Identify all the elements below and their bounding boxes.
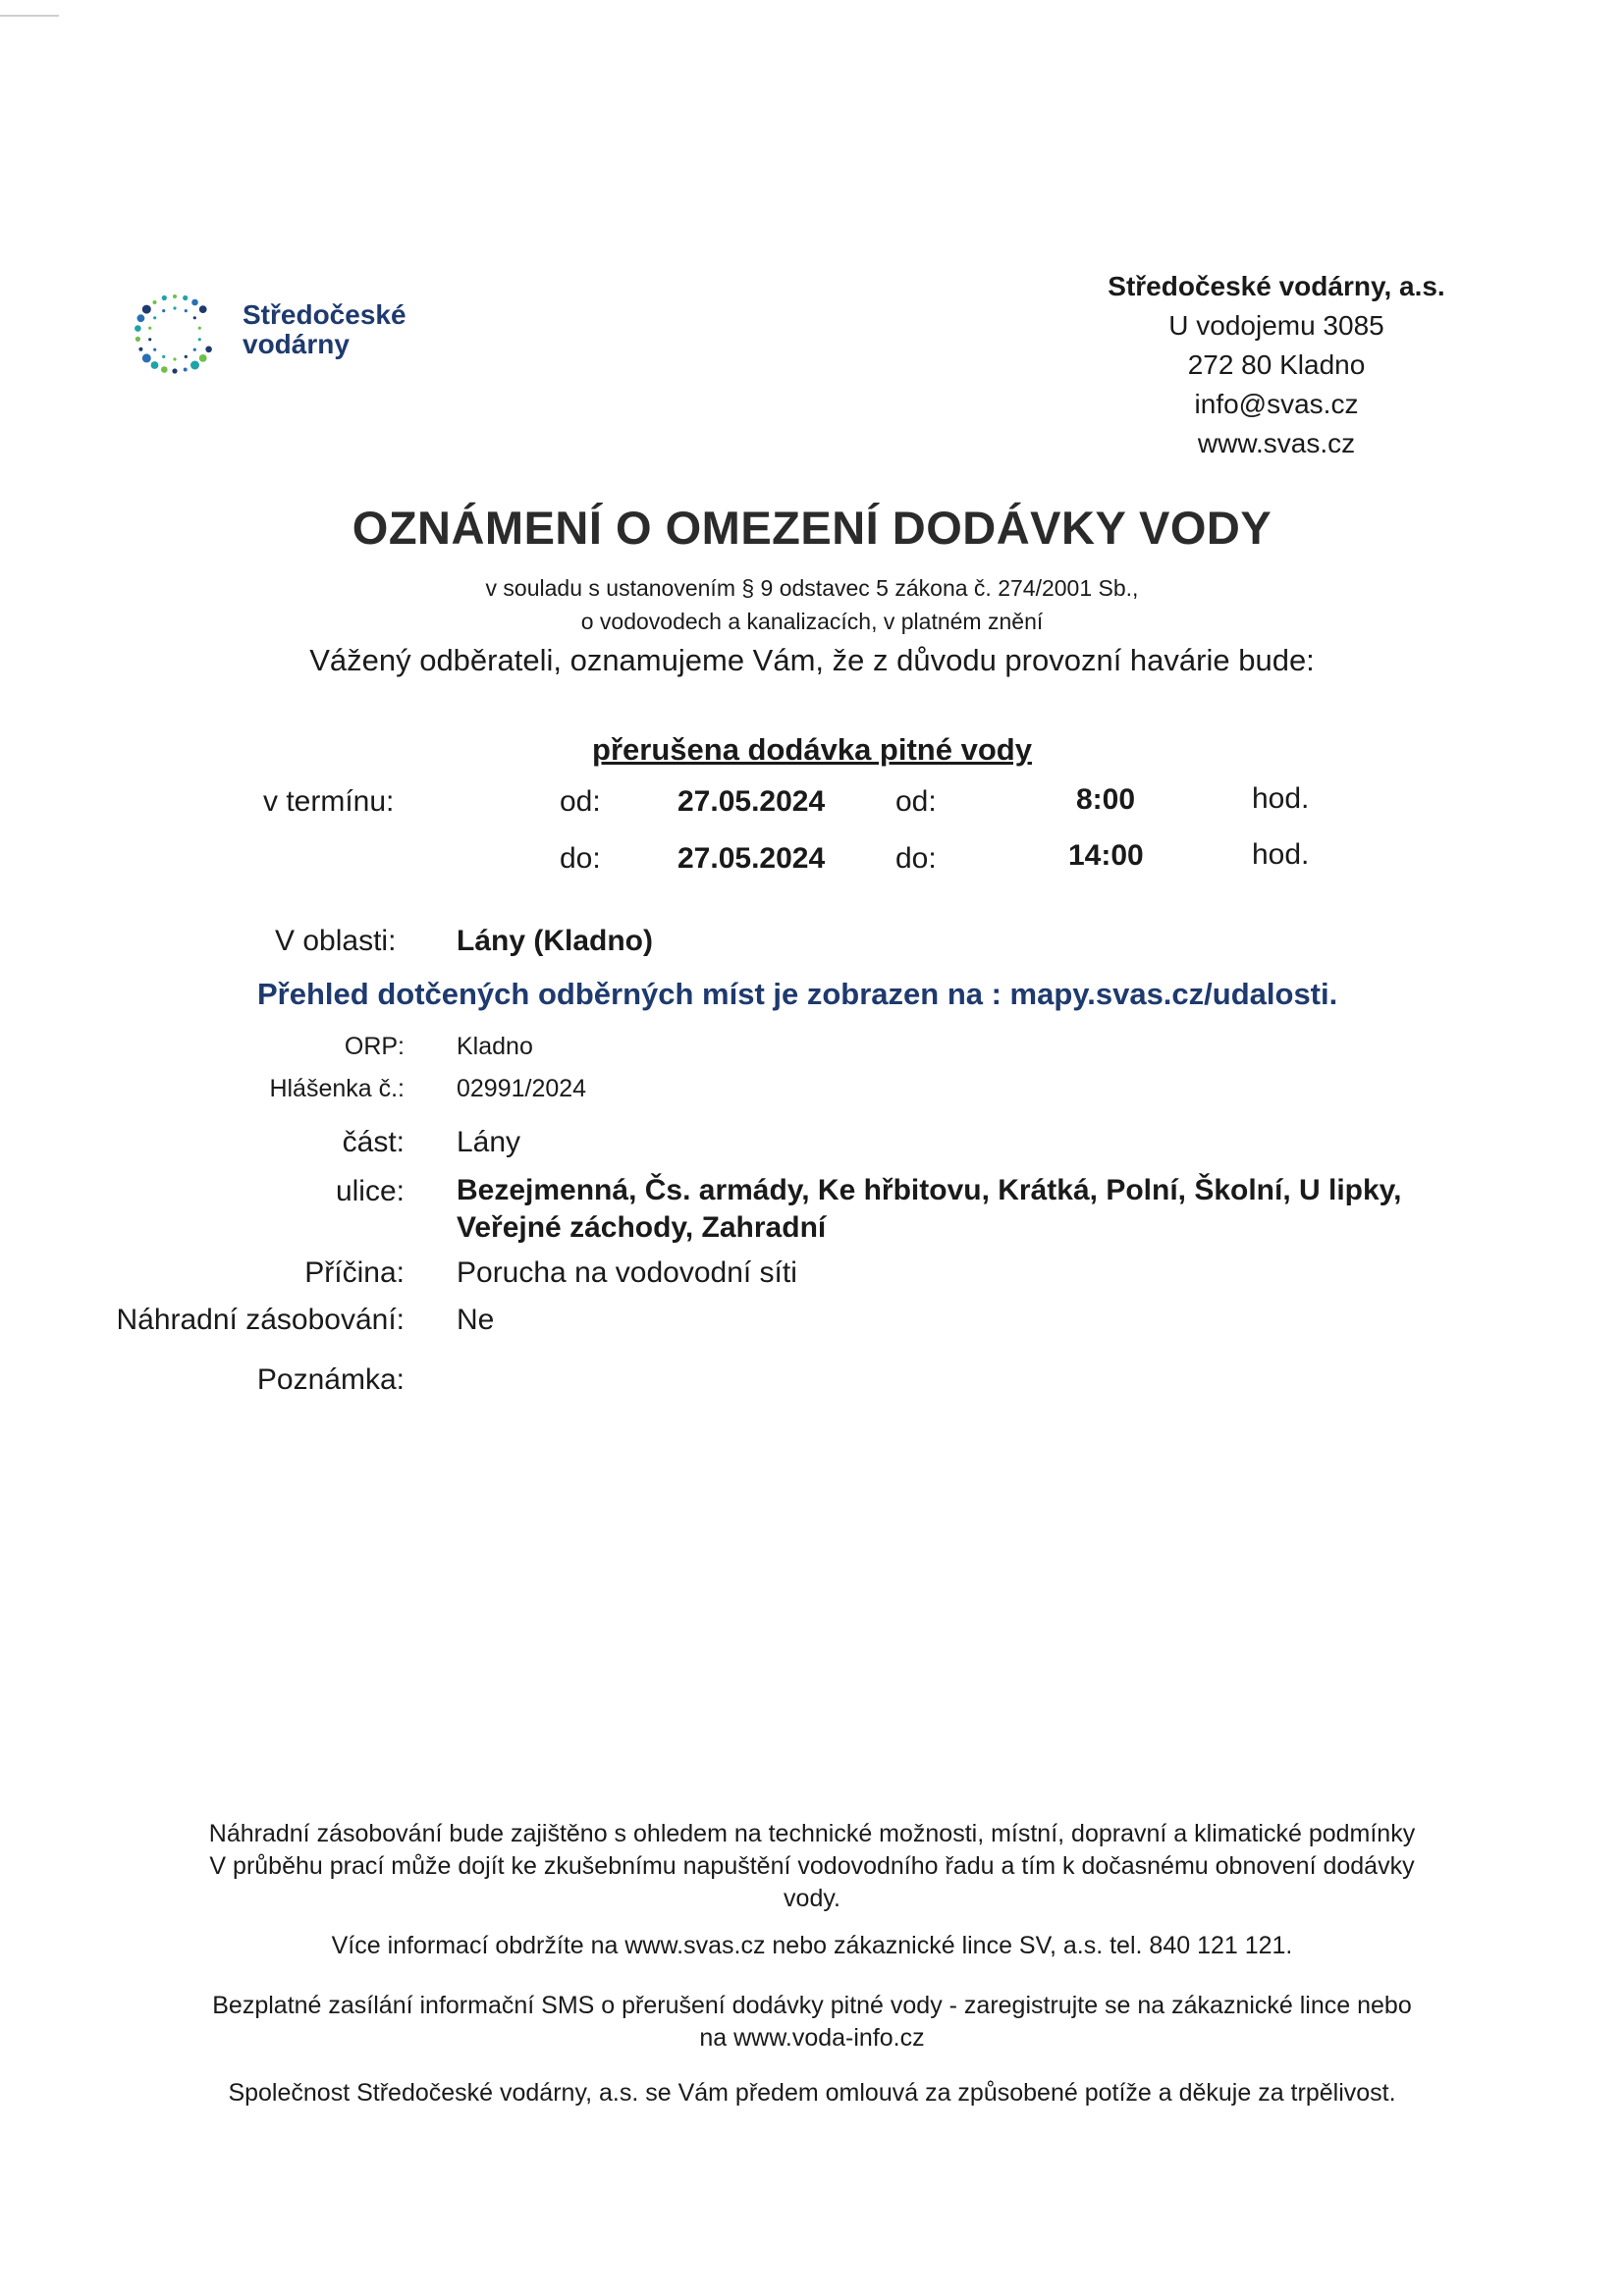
logo-line-2: vodárny [243, 329, 350, 359]
streets-line-2: Veřejné záchody, Zahradní [457, 1211, 827, 1244]
term-to-unit: hod. [1252, 838, 1310, 871]
logo-dot [185, 309, 188, 312]
supply-label: Náhradní zásobování: [116, 1304, 405, 1336]
logo-dot [135, 325, 141, 332]
logo-dot [142, 353, 151, 362]
footer-p3-line-2: na www.voda-info.cz [699, 2024, 925, 2052]
logo-dot [173, 294, 177, 298]
logo-dot [153, 348, 156, 351]
company-city: 272 80 Kladno [1187, 349, 1366, 380]
logo-dot [148, 327, 151, 330]
logo-dot [142, 305, 151, 314]
footer-p1-line-1: Náhradní zásobování bude zajištěno s ohledem na technické možnosti, místní, dopravní a klimatické podmínky [208, 1820, 1416, 1847]
logo-dot [205, 347, 212, 353]
logo-dot [173, 306, 176, 309]
logo-dot [198, 327, 201, 330]
term-from-date: 27.05.2024 [677, 785, 826, 818]
logo-dot [173, 357, 176, 360]
logo-dot [172, 368, 177, 373]
streets-value [457, 1172, 1401, 1247]
intro-text: Vážený odběrateli, oznamujeme Vám, že z důvodu provozní havárie bude: [309, 643, 1315, 677]
logo-dot [137, 314, 145, 322]
term-label: v termínu: [263, 785, 395, 818]
note-label: Poznámka: [256, 1363, 405, 1396]
logo-dot [162, 355, 165, 358]
part-value: Lány [457, 1126, 521, 1158]
orp-value: Kladno [457, 1033, 533, 1060]
cause-value: Porucha na vodovodní síti [457, 1256, 797, 1289]
map-link-text: Přehled dotčených odběrných míst je zobrazen na : mapy.svas.cz/udalosti. [257, 977, 1338, 1011]
logo-dot [135, 337, 140, 342]
company-name: Středočeské vodárny, a.s. [1108, 271, 1445, 301]
part-label: část: [342, 1126, 405, 1158]
footer-paragraph-4: Společnost Středočeské vodárny, a.s. se Vám předem omlouvá za způsobené potíže a děkuje za trpělivost. [228, 2079, 1396, 2107]
logo-dot [185, 355, 188, 358]
orp-label: ORP: [344, 1033, 405, 1060]
report-label: Hlášenka č.: [269, 1075, 405, 1102]
streets-line-1: Bezejmenná, Čs. armády, Ke hřbitovu, Krátká, Polní, Školní, U lipky, [457, 1174, 1402, 1206]
scan-top-line [0, 15, 59, 17]
legal-note [0, 571, 1624, 638]
logo-text [243, 300, 406, 359]
logo-dot [183, 295, 188, 300]
logo-dot [199, 305, 207, 313]
interruption-heading: přerušena dodávka pitné vody [592, 732, 1032, 767]
report-value: 02991/2024 [457, 1075, 587, 1102]
page-title: OZNÁMENÍ O OMEZENÍ DODÁVKY VODY [352, 502, 1272, 554]
footer-p1-line-3: vody. [784, 1885, 840, 1912]
logo-dot [148, 338, 151, 341]
cause-label: Příčina: [304, 1256, 405, 1289]
legal-line-1: v souladu s ustanovením § 9 odstavec 5 zákona č. 274/2001 Sb., [485, 575, 1139, 601]
logo-dot [162, 295, 167, 300]
logo-dot [138, 347, 142, 351]
term-to-date: 27.05.2024 [677, 842, 826, 875]
term-from-unit: hod. [1252, 782, 1310, 815]
logo-dot [199, 354, 207, 362]
footer-paragraph-3 [98, 1990, 1526, 2055]
supply-value: Ne [457, 1304, 495, 1336]
company-street: U vodojemu 3085 [1168, 310, 1384, 341]
term-from-label: od: [560, 785, 601, 818]
footer-paragraph-2: Více informací obdržíte na www.svas.cz nebo zákaznické lince SV, a.s. tel. 840 121 121. [331, 1932, 1293, 1959]
logo-dot [193, 348, 196, 351]
streets-label: ulice: [335, 1175, 405, 1207]
term-from-time: 8:00 [1076, 783, 1136, 816]
term-from-time-label: od: [895, 785, 937, 818]
company-email: info@svas.cz [1194, 389, 1359, 419]
logo-dot [162, 309, 165, 312]
term-to-time-label: do: [895, 842, 937, 875]
logo-dot [190, 361, 199, 370]
area-label: V oblasti: [275, 925, 397, 957]
footer-paragraph-1 [98, 1818, 1526, 1915]
logo-dot [161, 366, 168, 373]
logo-dot [151, 361, 159, 369]
term-to-label: do: [560, 842, 601, 875]
footer-p3-line-1: Bezplatné zasílání informační SMS o přerušení dodávky pitné vody - zaregistrujte se na zákaznické lince nebo [212, 1992, 1412, 2019]
logo-dot [198, 338, 201, 341]
logo-dot [153, 300, 157, 304]
company-web: www.svas.cz [1197, 428, 1356, 458]
logo-dots-icon [128, 287, 245, 385]
logo-dot [153, 316, 156, 319]
legal-line-2: o vodovodech a kanalizacích, v platném znění [580, 609, 1044, 634]
area-value: Lány (Kladno) [457, 925, 653, 957]
logo-line-1: Středočeské [243, 299, 406, 330]
logo-dot [184, 368, 188, 372]
term-to-time: 14:00 [1068, 839, 1144, 872]
company-address [1080, 267, 1473, 463]
logo-dot [191, 299, 198, 306]
logo-dot [193, 316, 196, 319]
footer-p1-line-2: V průběhu prací může dojít ke zkušebnímu napuštění vodovodního řadu a tím k dočasnému obnovení dodávky [209, 1852, 1415, 1880]
